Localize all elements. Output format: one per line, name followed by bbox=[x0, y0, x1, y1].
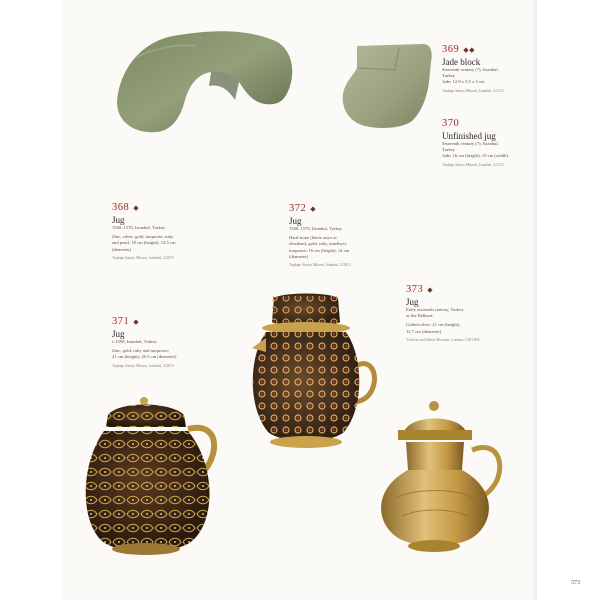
entry-line: obsidian), gold, ruby, amethyst, bbox=[289, 241, 348, 247]
entry-line: turquoise; 16 cm (height), 14 cm bbox=[289, 247, 350, 253]
jewelled-jug-372-image bbox=[244, 292, 380, 452]
entry-line: 21 cm (height), 20.5 cm (diameter) bbox=[112, 354, 177, 360]
entry-line: Turkey bbox=[442, 147, 456, 153]
entry-line: Zinc, gold, ruby and turquoise; bbox=[112, 348, 169, 354]
entry-line: (diameter) bbox=[289, 253, 309, 259]
entry-line: Turkey bbox=[442, 73, 456, 79]
entry-line: Sixteenth century (?), Istanbul, bbox=[442, 67, 499, 72]
entry-credit: Victoria and Albert Museum, London, 158-1894 bbox=[406, 337, 480, 342]
jade-block-image bbox=[115, 28, 297, 134]
entry-number: 372 ◆ bbox=[289, 203, 317, 214]
entry-title: Jug bbox=[289, 216, 302, 226]
page-number: 373 bbox=[571, 580, 580, 586]
entry-373 bbox=[406, 284, 526, 343]
entry-line: 12.7 cm (diameter) bbox=[406, 328, 442, 334]
entry-line: Early sixteenth century, Turkey bbox=[406, 307, 464, 312]
entry-line: c.1590, Istanbul, Turkey bbox=[112, 339, 157, 344]
entry-line: Sixteenth century (?), Istanbul, bbox=[442, 141, 499, 146]
entry-mark: ◆◆ bbox=[463, 45, 476, 54]
entry-title: Jug bbox=[112, 329, 125, 339]
entry-line: and pearl; 18 cm (height), 14.5 cm bbox=[112, 240, 176, 246]
entry-368 bbox=[112, 202, 232, 261]
entry-371 bbox=[112, 316, 232, 369]
entry-number: 370 bbox=[442, 118, 460, 129]
entry-line: Hard stone (black onyx or bbox=[289, 235, 337, 241]
entry-line: Zinc, silver, gold, turquoise, ruby bbox=[112, 234, 174, 240]
entry-credit: Topkapı Sarayı Müzesi, Istanbul, 2/3813 bbox=[289, 263, 351, 268]
entry-mark: ◆ bbox=[310, 204, 317, 213]
entry-372 bbox=[289, 203, 409, 268]
entry-mark: ◆ bbox=[133, 317, 140, 326]
entry-370 bbox=[442, 118, 534, 168]
entry-title: Jug bbox=[406, 297, 419, 307]
entry-number: 373 ◆ bbox=[406, 284, 434, 295]
entry-mark: ◆ bbox=[133, 203, 140, 212]
entry-title: Unfinished jug bbox=[442, 131, 496, 141]
entry-number: 368 ◆ bbox=[112, 202, 140, 213]
entry-line: Jade; 12.8 x 9.5 x 5 cm bbox=[442, 79, 485, 85]
entry-credit: Topkapı Sarayı Müzesi, Istanbul, 2/3112 bbox=[442, 88, 504, 93]
entry-line: Jade; 16 cm (height), 10 cm (width) bbox=[442, 153, 508, 159]
entry-credit: Topkapı Sarayı Müzesi, Istanbul, 2/2874 bbox=[112, 363, 174, 368]
gold-inlaid-jug-371-image bbox=[84, 395, 222, 557]
entry-line: or the Balkans bbox=[406, 313, 433, 319]
entry-title: Jade block bbox=[442, 57, 481, 67]
unfinished-jade-jug-image bbox=[335, 42, 435, 130]
entry-mark: ◆ bbox=[427, 285, 434, 294]
entry-line: 1560–1570, Istanbul, Turkey bbox=[112, 225, 166, 230]
entry-369 bbox=[442, 44, 534, 94]
entry-line: 1560–1570, Istanbul, Turkey bbox=[289, 226, 343, 231]
entry-credit: Topkapı Sarayı Müzesi, Istanbul, 2/3112 bbox=[442, 162, 504, 167]
entry-line: Gilded silver; 21 cm (height), bbox=[406, 322, 461, 328]
entry-line: (diameter) bbox=[112, 246, 132, 252]
entry-title: Jug bbox=[112, 215, 125, 225]
entry-number: 369 ◆◆ bbox=[442, 44, 476, 55]
gilded-silver-jug-373-image bbox=[376, 398, 508, 554]
page-margin bbox=[0, 0, 63, 600]
entry-credit: Topkapı Sarayı Müzesi, Istanbul, 2/2873 bbox=[112, 255, 174, 260]
entry-number: 371 ◆ bbox=[112, 316, 140, 327]
